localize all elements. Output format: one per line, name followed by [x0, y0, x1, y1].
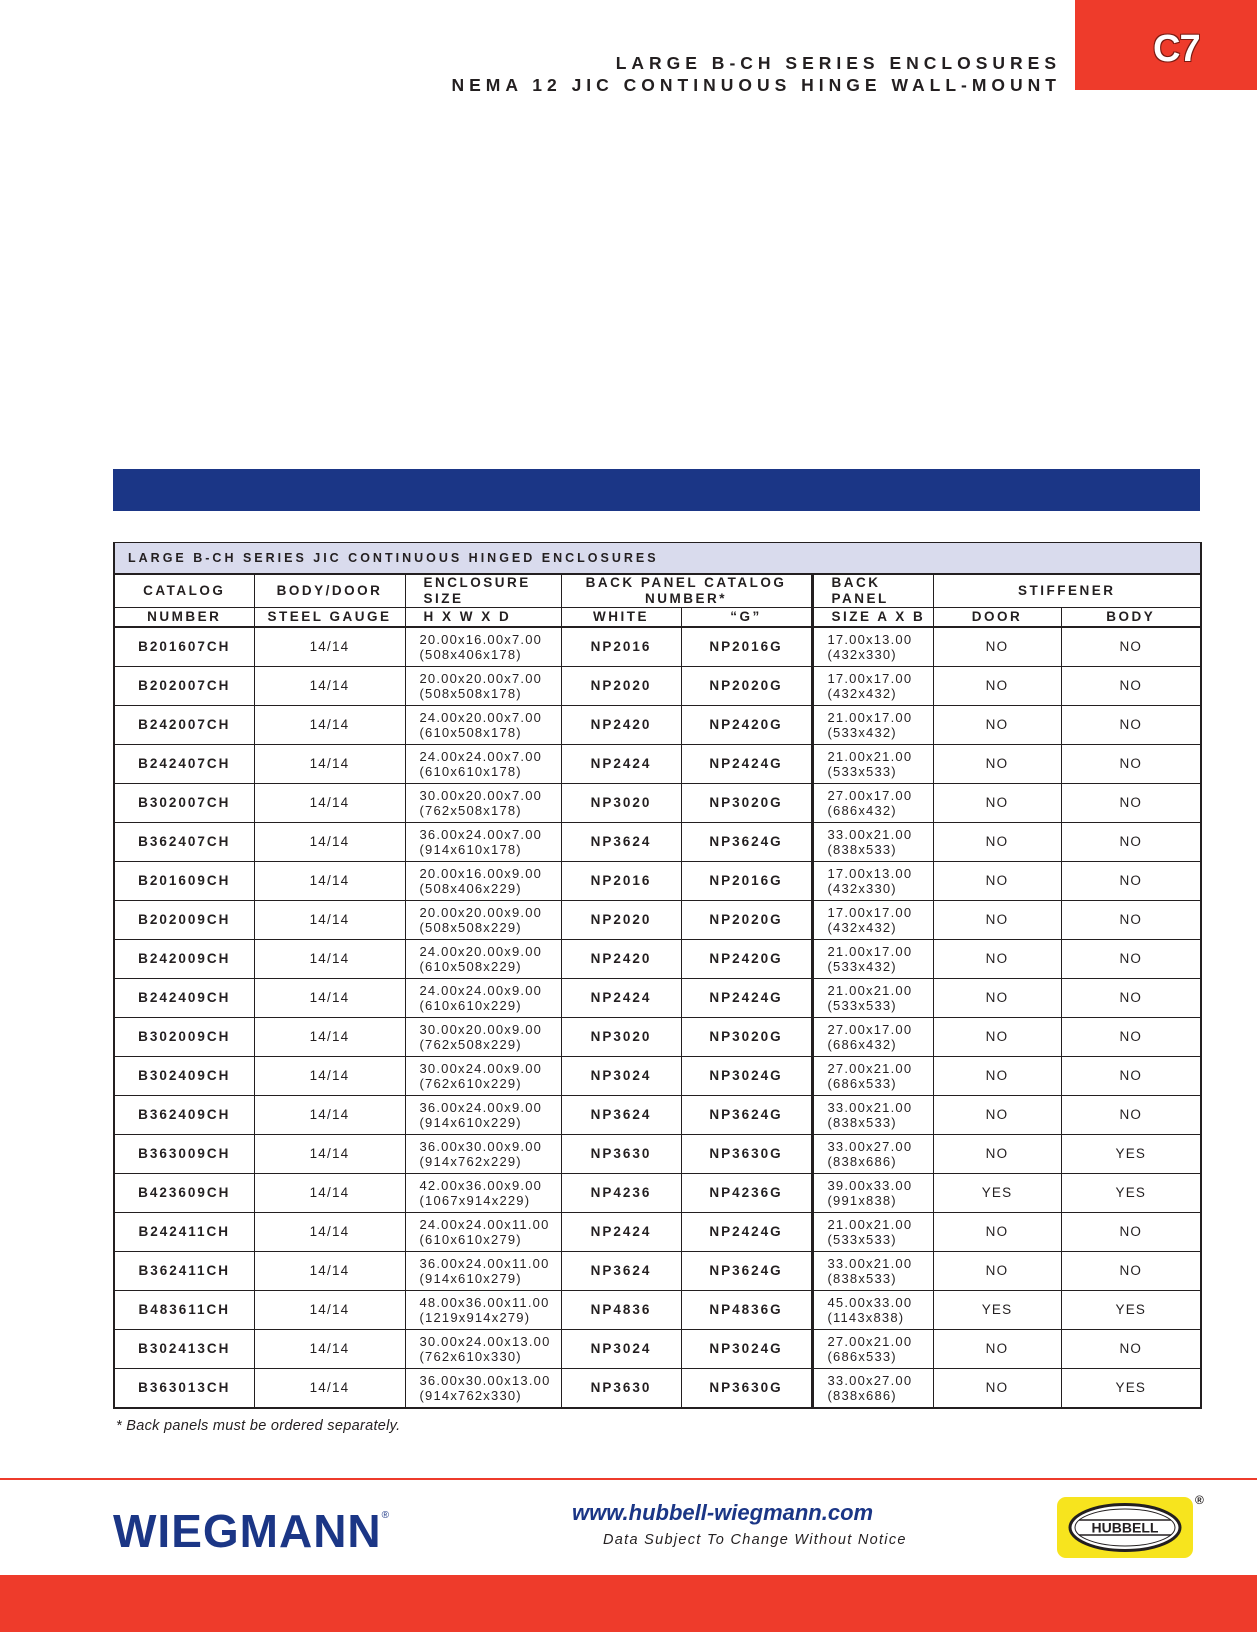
table-row [114, 1057, 1201, 1096]
enclosure-size [405, 1330, 561, 1369]
steel-gauge: 14/14 [254, 784, 405, 823]
backpanel-size-mm: (686x533) [827, 1349, 897, 1364]
backpanel-size [812, 1096, 933, 1135]
catalog-number: B362407CH [114, 823, 254, 862]
enclosure-size [405, 784, 561, 823]
header-stiffener: STIFFENER [933, 574, 1201, 608]
enclosure-size-mm: (610x508x178) [419, 725, 522, 740]
backpanel-white: NP2020 [561, 667, 681, 706]
backpanel-size [812, 1330, 933, 1369]
backpanel-size-mm: (686x432) [827, 803, 897, 818]
backpanel-size-in: 21.00x17.00 [827, 943, 913, 959]
header-gauge-2: STEEL GAUGE [254, 608, 405, 628]
stiffener-body: NO [1061, 1252, 1201, 1291]
stiffener-body: NO [1061, 979, 1201, 1018]
backpanel-g: NP2420G [681, 706, 812, 745]
header-catalog-2: NUMBER [114, 608, 254, 628]
table-row [114, 1330, 1201, 1369]
enclosure-size-mm: (508x508x229) [419, 920, 522, 935]
enclosure-size-in: 24.00x20.00x9.00 [419, 943, 543, 959]
website-link[interactable]: www.hubbell-wiegmann.com [572, 1500, 874, 1525]
backpanel-g: NP3024G [681, 1057, 812, 1096]
stiffener-body: NO [1061, 784, 1201, 823]
catalog-number: B362411CH [114, 1252, 254, 1291]
enclosure-size-mm: (1067x914x229) [419, 1193, 531, 1208]
enclosure-size-mm: (610x508x229) [419, 959, 522, 974]
backpanel-size [812, 940, 933, 979]
steel-gauge: 14/14 [254, 706, 405, 745]
steel-gauge: 14/14 [254, 1057, 405, 1096]
table-row [114, 1291, 1201, 1330]
table-row [114, 823, 1201, 862]
catalog-number: B362409CH [114, 1096, 254, 1135]
stiffener-door: NO [933, 627, 1061, 667]
header-body: BODY [1061, 608, 1201, 628]
stiffener-door: YES [933, 1291, 1061, 1330]
backpanel-size-mm: (432x432) [827, 686, 897, 701]
table-row [114, 1018, 1201, 1057]
enclosure-size [405, 1174, 561, 1213]
backpanel-size [812, 1213, 933, 1252]
steel-gauge: 14/14 [254, 1252, 405, 1291]
stiffener-door: NO [933, 745, 1061, 784]
table-row [114, 706, 1201, 745]
stiffener-door: NO [933, 667, 1061, 706]
backpanel-size-mm: (533x432) [827, 725, 897, 740]
catalog-number: B363009CH [114, 1135, 254, 1174]
backpanel-size-in: 21.00x21.00 [827, 982, 913, 998]
backpanel-size-in: 27.00x17.00 [827, 1021, 913, 1037]
backpanel-size-in: 27.00x17.00 [827, 787, 913, 803]
enclosure-size-mm: (914x610x178) [419, 842, 522, 857]
stiffener-body: NO [1061, 862, 1201, 901]
header-panel-size-1: BACK PANEL [812, 574, 933, 608]
header-size-2: H X W X D [405, 608, 561, 628]
backpanel-size-in: 33.00x21.00 [827, 826, 913, 842]
table-row [114, 940, 1201, 979]
stiffener-door: NO [933, 1213, 1061, 1252]
page-header [452, 52, 1062, 96]
backpanel-size [812, 979, 933, 1018]
hubbell-registered-mark: ® [1195, 1493, 1204, 1507]
backpanel-white: NP3624 [561, 823, 681, 862]
backpanel-size-in: 39.00x33.00 [827, 1177, 913, 1193]
backpanel-size [812, 1291, 933, 1330]
backpanel-size-mm: (686x432) [827, 1037, 897, 1052]
steel-gauge: 14/14 [254, 1018, 405, 1057]
backpanel-size-in: 33.00x21.00 [827, 1099, 913, 1115]
table-row [114, 1135, 1201, 1174]
enclosure-size [405, 940, 561, 979]
backpanel-size-mm: (838x533) [827, 1115, 897, 1130]
stiffener-body: NO [1061, 1018, 1201, 1057]
stiffener-body: YES [1061, 1174, 1201, 1213]
backpanel-size [812, 901, 933, 940]
stiffener-door: NO [933, 1018, 1061, 1057]
backpanel-size-in: 21.00x21.00 [827, 748, 913, 764]
header-door: DOOR [933, 608, 1061, 628]
enclosure-size-in: 36.00x24.00x11.00 [419, 1255, 550, 1271]
stiffener-door: NO [933, 1252, 1061, 1291]
table-row [114, 979, 1201, 1018]
backpanel-white: NP4836 [561, 1291, 681, 1330]
enclosure-size-mm: (914x610x279) [419, 1271, 522, 1286]
table-body [114, 627, 1201, 1408]
catalog-number: B242407CH [114, 745, 254, 784]
enclosure-size-in: 48.00x36.00x11.00 [419, 1294, 550, 1310]
backpanel-size-mm: (686x533) [827, 1076, 897, 1091]
steel-gauge: 14/14 [254, 745, 405, 784]
backpanel-size-in: 21.00x17.00 [827, 709, 913, 725]
backpanel-size-mm: (838x533) [827, 842, 897, 857]
enclosure-size-in: 24.00x20.00x7.00 [419, 709, 543, 725]
enclosure-size [405, 901, 561, 940]
backpanel-size-in: 21.00x21.00 [827, 1216, 913, 1232]
table-row [114, 627, 1201, 667]
backpanel-size-mm: (533x432) [827, 959, 897, 974]
enclosure-size [405, 862, 561, 901]
enclosure-size-mm: (508x508x178) [419, 686, 522, 701]
backpanel-size [812, 745, 933, 784]
enclosure-size-in: 24.00x24.00x7.00 [419, 748, 543, 764]
backpanel-white: NP3024 [561, 1330, 681, 1369]
enclosure-size-in: 20.00x16.00x7.00 [419, 631, 543, 647]
enclosure-size-in: 36.00x30.00x9.00 [419, 1138, 543, 1154]
enclosure-size-mm: (914x762x330) [419, 1388, 522, 1403]
enclosure-size-in: 36.00x30.00x13.00 [419, 1372, 551, 1388]
enclosure-size-in: 36.00x24.00x9.00 [419, 1099, 543, 1115]
backpanel-size-in: 33.00x27.00 [827, 1138, 913, 1154]
backpanel-size-mm: (1143x838) [827, 1310, 905, 1325]
backpanel-size-in: 17.00x13.00 [827, 631, 913, 647]
disclaimer: Data Subject To Change Without Notice [603, 1532, 907, 1548]
backpanel-size [812, 784, 933, 823]
stiffener-door: NO [933, 979, 1061, 1018]
stiffener-door: NO [933, 1057, 1061, 1096]
section-label: C7 [1153, 28, 1200, 70]
backpanel-white: NP3020 [561, 1018, 681, 1057]
enclosure-size [405, 1057, 561, 1096]
stiffener-door: NO [933, 1330, 1061, 1369]
enclosure-size [405, 1369, 561, 1409]
brand-name: WIEGMANN [113, 1505, 382, 1557]
header-line-1: LARGE B-CH SERIES ENCLOSURES [615, 53, 1061, 73]
enclosure-size-in: 42.00x36.00x9.00 [419, 1177, 543, 1193]
enclosure-size-in: 20.00x20.00x9.00 [419, 904, 543, 920]
table-row [114, 901, 1201, 940]
table-row [114, 1252, 1201, 1291]
backpanel-size [812, 1174, 933, 1213]
enclosure-size-in: 24.00x24.00x11.00 [419, 1216, 550, 1232]
header-catalog-1: CATALOG [114, 574, 254, 608]
backpanel-g: NP2424G [681, 979, 812, 1018]
steel-gauge: 14/14 [254, 979, 405, 1018]
backpanel-white: NP2424 [561, 1213, 681, 1252]
stiffener-door: NO [933, 940, 1061, 979]
section-tab [1075, 0, 1257, 90]
backpanel-size-in: 17.00x17.00 [827, 670, 913, 686]
table-row [114, 862, 1201, 901]
header-gauge-1: BODY/DOOR [254, 574, 405, 608]
enclosure-size [405, 627, 561, 667]
backpanel-g: NP4236G [681, 1174, 812, 1213]
enclosure-size [405, 745, 561, 784]
table-row [114, 1213, 1201, 1252]
backpanel-size [812, 627, 933, 667]
steel-gauge: 14/14 [254, 1330, 405, 1369]
header-size-1: ENCLOSURE SIZE [405, 574, 561, 608]
backpanel-size [812, 862, 933, 901]
catalog-number: B423609CH [114, 1174, 254, 1213]
table-row [114, 667, 1201, 706]
enclosure-size [405, 1096, 561, 1135]
stiffener-body: NO [1061, 1096, 1201, 1135]
backpanel-g: NP2016G [681, 627, 812, 667]
backpanel-size-mm: (838x533) [827, 1271, 897, 1286]
bottom-bar [0, 1575, 1257, 1632]
enclosure-size [405, 979, 561, 1018]
backpanel-white: NP2016 [561, 627, 681, 667]
footer-divider [0, 1478, 1257, 1480]
catalog-number: B302007CH [114, 784, 254, 823]
stiffener-body: NO [1061, 1213, 1201, 1252]
backpanel-white: NP2016 [561, 862, 681, 901]
backpanel-white: NP2420 [561, 940, 681, 979]
stiffener-door: YES [933, 1174, 1061, 1213]
enclosure-size-in: 20.00x20.00x7.00 [419, 670, 543, 686]
stiffener-body: NO [1061, 901, 1201, 940]
enclosure-size-mm: (508x406x178) [419, 647, 522, 662]
backpanel-g: NP3020G [681, 784, 812, 823]
backpanel-size [812, 823, 933, 862]
backpanel-g: NP3624G [681, 1096, 812, 1135]
backpanel-g: NP2016G [681, 862, 812, 901]
backpanel-g: NP3624G [681, 1252, 812, 1291]
steel-gauge: 14/14 [254, 1369, 405, 1409]
stiffener-body: YES [1061, 1369, 1201, 1409]
enclosure-size-mm: (762x508x178) [419, 803, 522, 818]
enclosure-size-mm: (762x610x229) [419, 1076, 522, 1091]
hubbell-logo [1057, 1497, 1193, 1558]
backpanel-size-mm: (533x533) [827, 764, 897, 779]
enclosure-size [405, 1135, 561, 1174]
stiffener-door: NO [933, 706, 1061, 745]
table-row [114, 745, 1201, 784]
stiffener-door: NO [933, 862, 1061, 901]
steel-gauge: 14/14 [254, 940, 405, 979]
enclosure-size [405, 706, 561, 745]
backpanel-size-in: 45.00x33.00 [827, 1294, 913, 1310]
backpanel-g: NP2020G [681, 901, 812, 940]
enclosure-size-mm: (762x508x229) [419, 1037, 522, 1052]
backpanel-size-in: 17.00x13.00 [827, 865, 913, 881]
steel-gauge: 14/14 [254, 627, 405, 667]
enclosure-size-in: 24.00x24.00x9.00 [419, 982, 543, 998]
backpanel-size-in: 17.00x17.00 [827, 904, 913, 920]
enclosure-size-mm: (762x610x330) [419, 1349, 522, 1364]
backpanel-g: NP3630G [681, 1135, 812, 1174]
steel-gauge: 14/14 [254, 823, 405, 862]
enclosure-size-mm: (508x406x229) [419, 881, 522, 896]
backpanel-g: NP3024G [681, 1330, 812, 1369]
catalog-number: B201609CH [114, 862, 254, 901]
backpanel-white: NP3024 [561, 1057, 681, 1096]
catalog-number: B242007CH [114, 706, 254, 745]
backpanel-white: NP2020 [561, 901, 681, 940]
backpanel-g: NP4836G [681, 1291, 812, 1330]
header-white: WHITE [561, 608, 681, 628]
stiffener-door: NO [933, 1096, 1061, 1135]
enclosure-size [405, 667, 561, 706]
stiffener-door: NO [933, 823, 1061, 862]
enclosure-size-mm: (610x610x229) [419, 998, 522, 1013]
backpanel-g: NP2424G [681, 745, 812, 784]
backpanel-white: NP2424 [561, 979, 681, 1018]
header-g: “G” [681, 608, 812, 628]
backpanel-white: NP3624 [561, 1096, 681, 1135]
enclosure-size-in: 30.00x24.00x9.00 [419, 1060, 543, 1076]
enclosure-spec-table [113, 542, 1202, 1409]
backpanel-white: NP2424 [561, 745, 681, 784]
backpanel-white: NP3020 [561, 784, 681, 823]
enclosure-size-mm: (1219x914x279) [419, 1310, 531, 1325]
backpanel-size-mm: (991x838) [827, 1193, 897, 1208]
enclosure-size [405, 1213, 561, 1252]
backpanel-size-mm: (533x533) [827, 1232, 897, 1247]
stiffener-body: NO [1061, 706, 1201, 745]
enclosure-size-mm: (610x610x178) [419, 764, 522, 779]
blue-band [113, 469, 1200, 511]
catalog-number: B202007CH [114, 667, 254, 706]
backpanel-size [812, 1135, 933, 1174]
enclosure-size-mm: (914x762x229) [419, 1154, 522, 1169]
stiffener-body: NO [1061, 823, 1201, 862]
backpanel-size-mm: (838x686) [827, 1388, 897, 1403]
backpanel-size-mm: (432x432) [827, 920, 897, 935]
catalog-number: B363013CH [114, 1369, 254, 1409]
table-caption: LARGE B-CH SERIES JIC CONTINUOUS HINGED ENCLOSURES [114, 543, 1201, 575]
header-backpanel: BACK PANEL CATALOG NUMBER* [561, 574, 812, 608]
wiegmann-logo [113, 1504, 390, 1558]
stiffener-door: NO [933, 901, 1061, 940]
catalog-number: B201607CH [114, 627, 254, 667]
backpanel-size [812, 706, 933, 745]
header-panel-size-2: SIZE A X B [812, 608, 933, 628]
backpanel-size [812, 1369, 933, 1409]
catalog-number: B302009CH [114, 1018, 254, 1057]
catalog-number: B483611CH [114, 1291, 254, 1330]
enclosure-size-in: 30.00x24.00x13.00 [419, 1333, 551, 1349]
header-line-2: NEMA 12 JIC CONTINUOUS HINGE WALL-MOUNT [451, 75, 1061, 95]
table-row [114, 1096, 1201, 1135]
catalog-number: B242009CH [114, 940, 254, 979]
enclosure-size [405, 823, 561, 862]
table-row [114, 784, 1201, 823]
backpanel-g: NP3624G [681, 823, 812, 862]
catalog-number: B302413CH [114, 1330, 254, 1369]
backpanel-size-mm: (432x330) [827, 881, 897, 896]
catalog-number: B202009CH [114, 901, 254, 940]
backpanel-size-mm: (432x330) [827, 647, 897, 662]
steel-gauge: 14/14 [254, 1291, 405, 1330]
enclosure-size-in: 30.00x20.00x9.00 [419, 1021, 543, 1037]
stiffener-body: NO [1061, 1330, 1201, 1369]
stiffener-body: NO [1061, 627, 1201, 667]
stiffener-body: NO [1061, 745, 1201, 784]
backpanel-size-mm: (838x686) [827, 1154, 897, 1169]
backpanel-g: NP3630G [681, 1369, 812, 1409]
backpanel-white: NP4236 [561, 1174, 681, 1213]
backpanel-size [812, 1057, 933, 1096]
backpanel-size [812, 667, 933, 706]
stiffener-door: NO [933, 1369, 1061, 1409]
backpanel-g: NP3020G [681, 1018, 812, 1057]
enclosure-size-in: 20.00x16.00x9.00 [419, 865, 543, 881]
stiffener-body: NO [1061, 940, 1201, 979]
enclosure-size-in: 36.00x24.00x7.00 [419, 826, 543, 842]
backpanel-white: NP2420 [561, 706, 681, 745]
catalog-number: B242411CH [114, 1213, 254, 1252]
stiffener-body: YES [1061, 1135, 1201, 1174]
steel-gauge: 14/14 [254, 1174, 405, 1213]
steel-gauge: 14/14 [254, 862, 405, 901]
stiffener-body: NO [1061, 1057, 1201, 1096]
catalog-number: B242409CH [114, 979, 254, 1018]
catalog-number: B302409CH [114, 1057, 254, 1096]
enclosure-size [405, 1252, 561, 1291]
stiffener-door: NO [933, 784, 1061, 823]
backpanel-size [812, 1252, 933, 1291]
backpanel-g: NP2424G [681, 1213, 812, 1252]
enclosure-size-in: 30.00x20.00x7.00 [419, 787, 543, 803]
steel-gauge: 14/14 [254, 901, 405, 940]
backpanel-size-mm: (533x533) [827, 998, 897, 1013]
backpanel-size-in: 33.00x27.00 [827, 1372, 913, 1388]
brand-registered-mark: ® [381, 1510, 391, 1521]
backpanel-g: NP2420G [681, 940, 812, 979]
footnote: * Back panels must be ordered separately. [116, 1418, 401, 1434]
backpanel-g: NP2020G [681, 667, 812, 706]
stiffener-door: NO [933, 1135, 1061, 1174]
steel-gauge: 14/14 [254, 1213, 405, 1252]
table-row [114, 1174, 1201, 1213]
enclosure-size [405, 1291, 561, 1330]
backpanel-white: NP3624 [561, 1252, 681, 1291]
backpanel-white: NP3630 [561, 1135, 681, 1174]
backpanel-size [812, 1018, 933, 1057]
backpanel-size-in: 27.00x21.00 [827, 1333, 913, 1349]
backpanel-white: NP3630 [561, 1369, 681, 1409]
table-row [114, 1369, 1201, 1409]
enclosure-size [405, 1018, 561, 1057]
steel-gauge: 14/14 [254, 667, 405, 706]
backpanel-size-in: 27.00x21.00 [827, 1060, 913, 1076]
stiffener-body: YES [1061, 1291, 1201, 1330]
steel-gauge: 14/14 [254, 1135, 405, 1174]
stiffener-body: NO [1061, 667, 1201, 706]
enclosure-size-mm: (610x610x279) [419, 1232, 522, 1247]
backpanel-size-in: 33.00x21.00 [827, 1255, 913, 1271]
enclosure-size-mm: (914x610x229) [419, 1115, 522, 1130]
hubbell-logo-text: HUBBELL [1091, 1519, 1159, 1536]
steel-gauge: 14/14 [254, 1096, 405, 1135]
